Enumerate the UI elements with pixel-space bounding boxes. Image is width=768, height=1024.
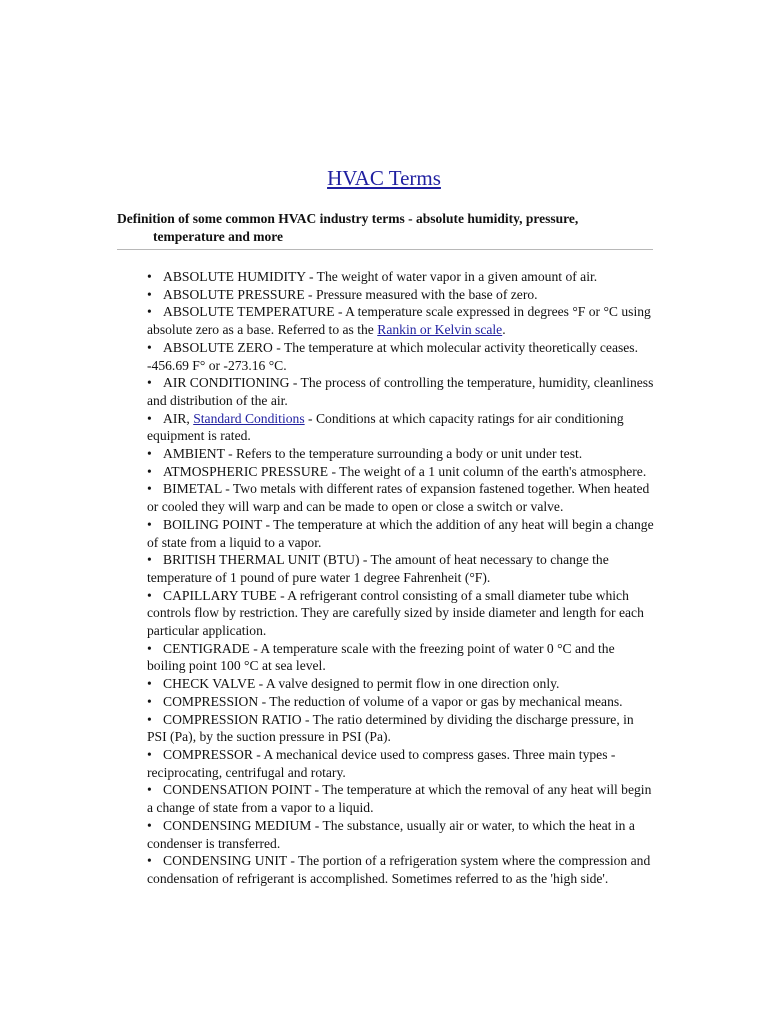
bullet-icon: •	[147, 676, 152, 692]
list-item	[147, 587, 655, 640]
bullet-icon: •	[147, 339, 152, 355]
term-name: BIMETAL	[163, 481, 222, 497]
bullet-icon: •	[147, 269, 152, 284]
term-definition: - A refrigerant control consisting of a small diameter tube which controls flow by restriction. They are carefully sized by inside diameter and length for each particular application.	[147, 587, 644, 639]
standard-conditions-link[interactable]: Standard Conditions	[193, 410, 305, 426]
horizontal-divider	[117, 249, 653, 250]
term-definition: - Refers to the temperature surrounding a body or unit under test.	[224, 446, 583, 462]
bullet-icon: •	[147, 853, 152, 869]
term-name: ABSOLUTE HUMIDITY	[163, 269, 306, 284]
term-name: COMPRESSION RATIO	[163, 711, 302, 727]
bullet-icon: •	[147, 375, 152, 391]
term-definition: - The ratio determined by dividing the discharge pressure, in PSI (Pa), by the suction pressure in PSI (Pa).	[147, 711, 634, 745]
subtitle-line-2: temperature and more	[153, 229, 283, 244]
term-name: CENTIGRADE	[163, 640, 250, 656]
page-subtitle	[117, 210, 657, 246]
list-item	[147, 410, 655, 445]
bullet-icon: •	[147, 746, 152, 762]
bullet-icon: •	[147, 782, 152, 798]
term-name: ABSOLUTE TEMPERATURE	[163, 304, 335, 320]
term-definition: - Conditions at which capacity ratings for air conditioning equipment is rated.	[147, 410, 624, 444]
term-definition: - The substance, usually air or water, to which the heat in a condenser is transferred.	[147, 817, 635, 851]
term-name: BRITISH THERMAL UNIT (BTU)	[163, 552, 360, 568]
list-item	[147, 746, 655, 781]
list-item	[147, 303, 655, 338]
list-item	[147, 286, 655, 304]
bullet-icon: •	[147, 693, 152, 709]
term-name: AIR CONDITIONING	[163, 375, 290, 391]
list-item	[147, 374, 655, 409]
bullet-icon: •	[147, 286, 152, 302]
term-definition: - The process of controlling the temperature, humidity, cleanliness and distribution of the air.	[147, 375, 654, 408]
term-definition: - The weight of water vapor in a given amount of air.	[305, 269, 598, 284]
list-item	[147, 339, 655, 374]
bullet-icon: •	[147, 410, 152, 426]
term-name: COMPRESSION	[163, 693, 259, 709]
term-name: CONDENSATION POINT	[163, 782, 312, 798]
bullet-icon: •	[147, 817, 152, 833]
list-item	[147, 445, 655, 463]
bullet-icon: •	[147, 516, 152, 532]
term-definition-end: .	[502, 322, 506, 338]
term-name: ABSOLUTE PRESSURE	[163, 286, 305, 302]
term-name: ATMOSPHERIC PRESSURE	[163, 463, 329, 479]
term-name: CAPILLARY TUBE	[163, 587, 277, 603]
term-name: CHECK VALVE	[163, 676, 256, 692]
bullet-icon: •	[147, 446, 152, 462]
rankin-kelvin-scale-link[interactable]: Rankin or Kelvin scale	[377, 322, 503, 338]
term-definition: - The temperature at which the addition of any heat will begin a change of state from a liquid to a vapor.	[147, 516, 654, 550]
bullet-icon: •	[147, 463, 152, 479]
page-title-link[interactable]: HVAC Terms	[327, 166, 441, 190]
term-definition: - The amount of heat necessary to change the temperature of 1 pound of pure water 1 degree Fahrenheit (°F).	[147, 552, 609, 585]
term-definition: - A mechanical device used to compress gases. Three main types - reciprocating, centrifugal and rotary.	[147, 746, 616, 780]
term-name: AIR,	[163, 410, 194, 426]
list-item	[147, 551, 655, 586]
term-definition: - Two metals with different rates of expansion fastened together. When heated or cooled they will warp and can be made to open or close a switch or valve.	[147, 481, 650, 515]
list-item	[147, 711, 655, 746]
term-name: AMBIENT	[163, 446, 225, 462]
bullet-icon: •	[147, 481, 152, 497]
term-name: BOILING POINT	[163, 516, 263, 532]
list-item	[147, 516, 655, 551]
term-definition: - The portion of a refrigeration system where the compression and condensation of refrigerant is accomplished. Sometimes referred to as the 'high side'.	[147, 853, 651, 886]
bullet-icon: •	[147, 552, 152, 568]
bullet-icon: •	[147, 711, 152, 727]
term-definition: - The weight of a 1 unit column of the earth's atmosphere.	[328, 463, 647, 479]
list-item	[147, 817, 655, 852]
term-definition: - A valve designed to permit flow in one direction only.	[255, 676, 560, 692]
term-definition: - The reduction of volume of a vapor or gas by mechanical means.	[258, 693, 623, 709]
list-item	[147, 463, 655, 481]
term-definition: - The temperature at which molecular activity theoretically ceases. -456.69 F° or -273.16 °C.	[147, 339, 638, 373]
list-item	[147, 781, 655, 816]
bullet-icon: •	[147, 587, 152, 603]
terms-list	[147, 268, 655, 888]
term-definition: - A temperature scale with the freezing point of water 0 °C and the boiling point 100 °C at sea level.	[147, 640, 615, 674]
list-item	[147, 480, 655, 515]
term-name: CONDENSING UNIT	[163, 853, 287, 869]
list-item	[147, 640, 655, 675]
term-name: CONDENSING MEDIUM	[163, 817, 312, 833]
list-item	[147, 268, 655, 286]
list-item	[147, 852, 655, 887]
list-item	[147, 693, 655, 711]
term-definition: - The temperature at which the removal of any heat will begin a change of state from a vapor to a liquid.	[147, 782, 652, 816]
term-definition: - Pressure measured with the base of zero.	[304, 286, 538, 302]
term-definition: - A temperature scale expressed in degrees °F or °C using absolute zero as a base. Referred to as the	[147, 304, 651, 338]
term-name: ABSOLUTE ZERO	[163, 339, 273, 355]
subtitle-line-1: Definition of some common HVAC industry terms - absolute humidity, pressure,	[117, 211, 579, 226]
page-title	[0, 164, 768, 192]
bullet-icon: •	[147, 304, 152, 320]
list-item	[147, 675, 655, 693]
bullet-icon: •	[147, 640, 152, 656]
term-name: COMPRESSOR	[163, 746, 253, 762]
